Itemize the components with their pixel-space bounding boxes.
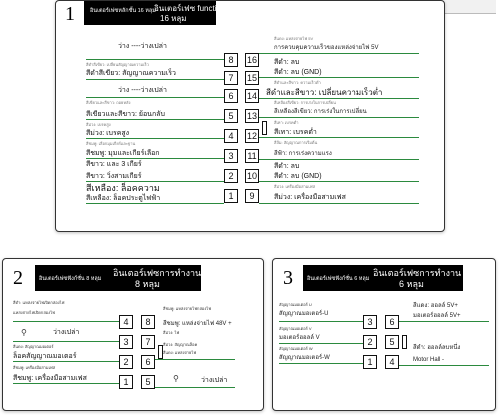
sublabel-pin-3: สัญญาณมอเตอร์ U: [279, 302, 312, 307]
panel-header: [84, 1, 230, 25]
label-pin-3: สัญญาณมอเตอร์-U: [279, 311, 329, 317]
wire-pin-3: [86, 158, 224, 159]
pin-14: 14: [246, 91, 257, 101]
pin-5: 5: [224, 109, 238, 123]
panel-number: 2: [13, 267, 23, 289]
pin-7: 7: [141, 335, 155, 349]
label-pin-7: สีชมพู: แหล่งจ่ายไฟ 48V +: [163, 321, 232, 327]
pin-8: 8: [224, 53, 238, 67]
panel-8-pin: [2, 258, 264, 411]
wire-pin-4: [86, 138, 224, 139]
label-pin-2: มอเตอร์ฮอลล์ V: [279, 335, 320, 341]
label-pin-2a: สีขาว: และ 3 เกียร์: [86, 161, 142, 168]
wire-pin-1: [86, 203, 224, 204]
sublabel-pin-4: สีม่วง: เบรคสูง: [86, 122, 111, 127]
pin-1: 1: [119, 375, 133, 389]
sublabel-pin-5: สีเขียวและสีขาว: ถอยหลัง: [86, 100, 131, 105]
sublabel-pin-1: สัญญาณมอเตอร์ W: [279, 346, 313, 351]
plug-icon: ⚲: [21, 328, 27, 337]
wire-pin-12: [259, 137, 419, 138]
label-pin-16: การควบคุมความเร็วของแหล่งจ่ายไฟ 5V: [274, 45, 379, 51]
wire-pin-14: [259, 98, 419, 99]
label-pin-8: ว่าง ----ว่างเปล่า: [118, 43, 167, 50]
pin-16: 16: [246, 55, 257, 65]
sublabel-pin-12: สีเทา: เบรคต่ำ: [274, 120, 299, 125]
label-pin-15b: สีดำ: ลบ (GND): [274, 69, 322, 76]
sublabel-pin-13: สีเหลืองสีเขียว: การเร่งในการเปลี่ยน: [274, 100, 336, 105]
label-pin-6a: สีแดง: ฮอลล์ 5V+: [413, 303, 458, 309]
pin-9: 9: [245, 189, 259, 203]
wire-pin-2: [13, 361, 119, 362]
header-title-line1: อินเตอร์เฟซการทำงาน: [113, 268, 202, 278]
panel-number: 1: [65, 3, 75, 25]
panel-16-pin: [55, 0, 445, 232]
sublabel-pin-3: สีชมพู: เลือกมุมเกียร์และฐาน: [86, 141, 136, 146]
pin-2: 2: [224, 169, 238, 183]
label-pin-3: สีชมพู: มุมและเกียร์เลือก: [86, 150, 160, 157]
connector-key-tab: [402, 335, 407, 349]
pin-3: 3: [224, 149, 238, 163]
wire-pin-4: [13, 321, 119, 322]
pin-3: 3: [363, 315, 377, 329]
sublabel-pin-8: สีชมพู: แหล่งจ่ายไฟกล่องไฟ: [163, 306, 212, 311]
label-pin-10a: สีดำ: ลบ: [274, 163, 300, 170]
label-pin-4a: สีดำ: ฮอลล์ลบหนึ่ง: [413, 345, 461, 351]
pin-4: 4: [224, 129, 238, 143]
wire-pin-2: [279, 343, 363, 344]
header-title-line1: อินเตอร์เฟซ functiona: [154, 4, 230, 13]
wire-pin-13: [259, 117, 419, 118]
label-pin-4: สีม่วง: เบรคสูง: [86, 130, 130, 137]
sublabel-pin-7: สีม่วง: ไฟ: [163, 330, 180, 335]
pin-4: 4: [385, 355, 399, 369]
wire-pin-1: [13, 383, 119, 384]
label-pin-10b: สีดำ: ลบ (GND): [274, 173, 322, 180]
wire-pin-7: [86, 79, 224, 80]
label-pin-4: แหล่งจ่ายไฟเปิดกล่องไฟ: [13, 310, 55, 315]
wire-pin-6: [399, 321, 489, 322]
wire-pin-16: [259, 53, 419, 54]
sublabel-pin-16: สีแดง: แหล่งจ่ายไฟ 5V: [274, 36, 314, 41]
wire-pin-6: [155, 359, 235, 360]
label-pin-6b: มอเตอร์ฮอลล์ 5V+: [413, 313, 461, 319]
panel-header: [35, 265, 201, 291]
sublabel-pin-7: สีดำสีเขียว: เปลี่ยนสัญญาณความเร็ว: [86, 62, 149, 67]
label-pin-2b: สีขาว: วิ่งสามเกียร์: [86, 173, 142, 180]
wire-pin-3: [279, 321, 363, 322]
wire-pin-1: [279, 363, 363, 364]
wire-pin-5: [155, 387, 235, 388]
label-pin-1: สัญญาณมอเตอร์-W: [279, 355, 330, 361]
panel-header: [303, 265, 463, 291]
label-pin-2: ล็อคสัญญาณมอเตอร์: [13, 353, 77, 360]
pin-10: 10: [246, 171, 257, 181]
wire-pin-11: [259, 159, 419, 160]
pin-6: 6: [224, 89, 238, 103]
connector-key-tab: [262, 121, 267, 135]
panel-number: 3: [283, 267, 293, 289]
label-pin-6: ว่าง ----ว่างเปล่า: [118, 87, 167, 94]
label-pin-5: ว่างเปล่า: [201, 377, 228, 384]
sublabel-pin-4: สีดำ: แหล่งจ่ายไฟเปิดกล่องไฟ: [13, 300, 65, 305]
pin-12: 12: [246, 131, 257, 141]
pin-7: 7: [224, 71, 238, 85]
wire-pin-6: [86, 97, 224, 98]
label-pin-6b: สีแดง: แหล่งจ่ายไฟ: [163, 350, 197, 355]
sublabel-pin-14: สีดำและสีขาว: ความเร็วต่ำ: [274, 80, 321, 85]
label-pin-15a: สีดำ: ลบ: [274, 59, 300, 66]
wire-pin-5: [86, 119, 224, 120]
label-pin-12: สีเทา: เบรคต่ำ: [274, 129, 317, 136]
sublabel-pin-2: สีแดง: สัญญาณมอเตอร์: [13, 344, 54, 349]
wire-pin-8: [86, 59, 224, 60]
pin-13: 13: [246, 111, 257, 121]
label-pin-7: สีดำสีเขียว: สัญญาณความเร็ว: [86, 70, 176, 77]
pin-1: 1: [224, 189, 238, 203]
label-pin-3: ว่างเปล่า: [53, 329, 80, 336]
sublabel-pin-9: สีม่วง: เครื่องมือสามเฟส: [274, 184, 316, 189]
wire-pin-3: [13, 341, 119, 342]
pin-6: 6: [141, 355, 155, 369]
label-pin-11: สีฟ้า: การเร่งความแรง: [274, 151, 332, 157]
header-small-text: อินเตอร์เฟซฟังก์ชั่น 6 หลุม: [307, 276, 370, 282]
label-pin-14: สีดำและสีขาว: เปลี่ยนความเร็วต่ำ: [266, 88, 383, 97]
pin-8: 8: [141, 315, 155, 329]
label-pin-6: สีม่วง: สัญญาณล็อค: [163, 342, 198, 347]
header-small-text: อินเตอร์เฟซหลักชั้น 16 หลุม: [90, 8, 156, 14]
wire-pin-15: [259, 77, 419, 78]
wire-pin-4: [399, 365, 489, 366]
label-pin-13: สีเหลืองสีเขียว: การเร่งในการเปลี่ยน: [274, 109, 367, 115]
sublabel-pin-11: สีส้ม: สัญญาณการเริ่มต้น: [274, 140, 318, 145]
header-title-line2: 16 หลุม: [160, 14, 187, 23]
label-pin-1b: สีเหลือง: ล็อคประตูไฟฟ้า: [86, 195, 161, 202]
wire-pin-9: [259, 203, 419, 204]
pin-6: 6: [385, 315, 399, 329]
wire-pin-2: [86, 181, 224, 182]
sublabel-pin-2: สัญญาณมอเตอร์ V: [279, 326, 312, 331]
label-pin-5: สีเขียวและสีขาว: ย้อนกลับ: [86, 111, 165, 118]
pin-1: 1: [363, 355, 377, 369]
header-title-line2: 8 หลุม: [135, 279, 160, 289]
label-pin-9: สีม่วง: เครื่องมือสามเฟส: [274, 194, 346, 201]
pin-11: 11: [245, 149, 259, 163]
label-pin-1a: สีเหลือง: ล็อคความ: [86, 183, 160, 193]
label-pin-4b: Motor Hall -: [413, 357, 445, 363]
pin-5: 5: [385, 335, 399, 349]
pin-4: 4: [119, 315, 133, 329]
panel-6-pin: [272, 258, 496, 411]
pin-2: 2: [363, 335, 377, 349]
header-small-text: อินเตอร์เฟซฟังก์ชั่น 8 หลุม: [39, 276, 102, 282]
pin-5: 5: [141, 375, 155, 389]
wire-pin-10: [259, 181, 419, 182]
label-pin-1: สีชมพู: เครื่องมือสามเฟส: [13, 375, 87, 382]
header-title-line2: 6 หลุม: [399, 279, 424, 289]
pin-3: 3: [119, 335, 133, 349]
sublabel-pin-1: สีชมพู: เครื่องมือสามเฟส: [13, 365, 56, 370]
header-title-line1: อินเตอร์เฟซการทำงาน: [373, 268, 462, 278]
pin-2: 2: [119, 355, 133, 369]
pin-15: 15: [246, 73, 257, 83]
plug-icon: ⚲: [173, 374, 179, 383]
